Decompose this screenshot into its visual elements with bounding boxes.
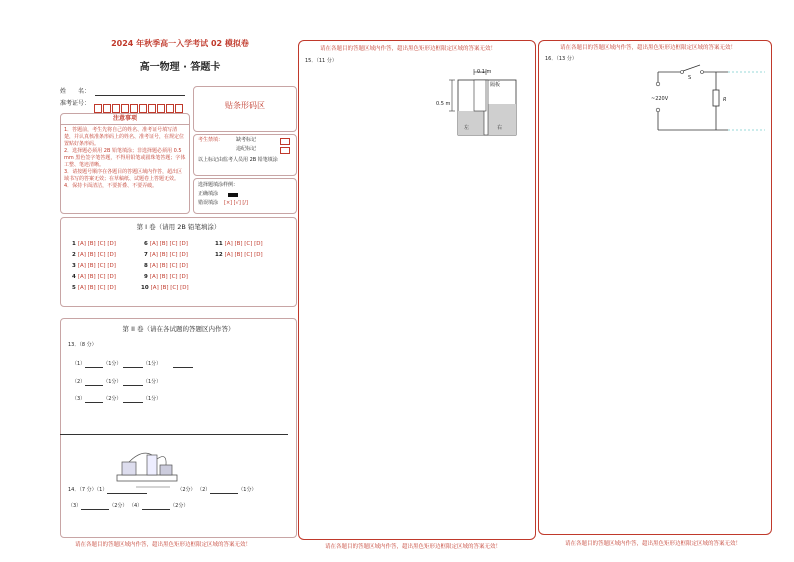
q14-line1: 14．（7 分）（1） （2分） （2） （1分） xyxy=(68,487,257,493)
q13-line3: （3） （2分） （1分） xyxy=(72,396,162,402)
bottom-warning: 请在各题目的答题区域内作答，超出黑色矩形边框限定区域的答案无效！ xyxy=(325,544,502,550)
q14-apparatus-figure xyxy=(112,447,182,492)
q13-label: 13．（8 分） xyxy=(68,342,97,348)
mc-question[interactable]: 11 [A] [B] [C] [D] xyxy=(215,241,263,247)
notice-item: 4．保持卡面清洁，不要折叠、不要弄破。 xyxy=(64,183,158,189)
absent-label: 缺考标记 xyxy=(236,137,257,143)
q16-resistor-label: R xyxy=(723,97,727,103)
mc-question[interactable]: 4 [A] [B] [C] [D] xyxy=(72,274,116,280)
q13-line1: （1） （1分） （1分） xyxy=(72,361,193,368)
mc-question[interactable]: 2 [A] [B] [C] [D] xyxy=(72,252,116,258)
barcode-label: 贴条形码区 xyxy=(225,101,265,110)
q15-left-label: 左 xyxy=(464,125,470,131)
q14-line2: （3） （2分） （4） （2分） xyxy=(68,503,189,509)
q16-source-label: ~220V xyxy=(651,96,669,102)
notice-title: 注意事项 xyxy=(61,114,189,125)
q16-label: 16．（13 分） xyxy=(545,56,577,62)
mc-question[interactable]: 7 [A] [B] [C] [D] xyxy=(144,252,188,258)
part1-box xyxy=(60,217,297,307)
absent-checkbox[interactable] xyxy=(280,138,290,145)
mc-question[interactable]: 8 [A] [B] [C] [D] xyxy=(144,263,188,269)
mc-question[interactable]: 10 [A] [B] [C] [D] xyxy=(141,285,189,291)
notice-item: 1．答题前，考生先将自己的姓名、准考证号填写清楚，并认真核准条形码上的姓名、准考证号，在规定位置贴好条形码。 xyxy=(64,127,185,147)
name-line[interactable] xyxy=(95,95,185,96)
q15-partition-label: 隔板 xyxy=(490,82,501,88)
part2-title: 第 II 卷（请在各试题的答题区内作答） xyxy=(122,325,235,333)
q15-label: 15．（11 分） xyxy=(305,58,337,64)
correct-fill-sample xyxy=(228,193,238,197)
notice-item: 2．选择题必须用 2B 铅笔填涂；非选择题必须用 0.5 mm 黑色签字笔答题，不得用铅笔或圆珠笔答题；字体工整、笔迹清晰。 xyxy=(64,148,186,168)
mc-question[interactable]: 3 [A] [B] [C] [D] xyxy=(72,263,116,269)
mc-question[interactable]: 6 [A] [B] [C] [D] xyxy=(144,241,188,247)
id-label: 准考证号： xyxy=(60,100,91,107)
q13-q14-divider xyxy=(60,434,288,435)
part1-title: 第 I 卷（请用 2B 铅笔填涂） xyxy=(136,223,221,231)
barcode-area xyxy=(193,86,297,132)
bottom-warning: 请在各题目的答题区域内作答，超出黑色矩形边框限定区域的答案无效！ xyxy=(565,541,742,547)
q15-dim-height: 0.5 m xyxy=(436,101,451,107)
top-warning: 请在各题目的答题区域内作答，超出黑色矩形边框限定区域的答案无效！ xyxy=(320,46,497,52)
wrong-marks: [×] [√] [/] xyxy=(224,200,248,206)
fill-example-title: 选择题填涂样例： xyxy=(198,182,239,188)
q15-right-label: 右 xyxy=(497,125,503,131)
notice-item: 3．请按题号顺序在各题目的答题区域内作答，超出区域书写的答案无效；在草稿纸、试题卷上答题无效。 xyxy=(64,169,183,182)
q15-dim-width: 0.1 m xyxy=(477,69,492,75)
mc-question[interactable]: 5 [A] [B] [C] [D] xyxy=(72,285,116,291)
exam-mark-box xyxy=(193,134,297,176)
fill-example-box xyxy=(193,178,297,214)
top-warning: 请在各题目的答题区域内作答，超出黑色矩形边框限定区域的答案无效！ xyxy=(560,45,737,51)
q16-switch-label: S xyxy=(688,75,692,81)
mc-question[interactable]: 1 [A] [B] [C] [D] xyxy=(72,241,116,247)
name-label: 姓 名： xyxy=(60,88,91,95)
violation-checkbox[interactable] xyxy=(280,147,290,154)
violation-label: 违纪标记 xyxy=(236,146,257,152)
correct-label: 正确填涂 xyxy=(198,191,219,197)
mc-question[interactable]: 9 [A] [B] [C] [D] xyxy=(144,274,188,280)
exam-mark-label: 考生禁填： xyxy=(198,137,224,143)
bottom-warning: 请在各题目的答题区域内作答，超出黑色矩形边框限定区域的答案无效！ xyxy=(75,542,252,548)
mc-question[interactable]: 12 [A] [B] [C] [D] xyxy=(215,252,263,258)
subject-title: 高一物理 · 答题卡 xyxy=(139,62,221,73)
notice-box xyxy=(60,113,190,214)
exam-title: 2024 年秋季高一入学考试 02 模拟卷 xyxy=(111,39,249,48)
exam-mark-note: 以上标记由监考人员用 2B 铅笔填涂 xyxy=(198,157,278,163)
wrong-label: 错误填涂 xyxy=(198,200,219,206)
q13-line2: （2） （1分） （1分） xyxy=(72,379,162,385)
